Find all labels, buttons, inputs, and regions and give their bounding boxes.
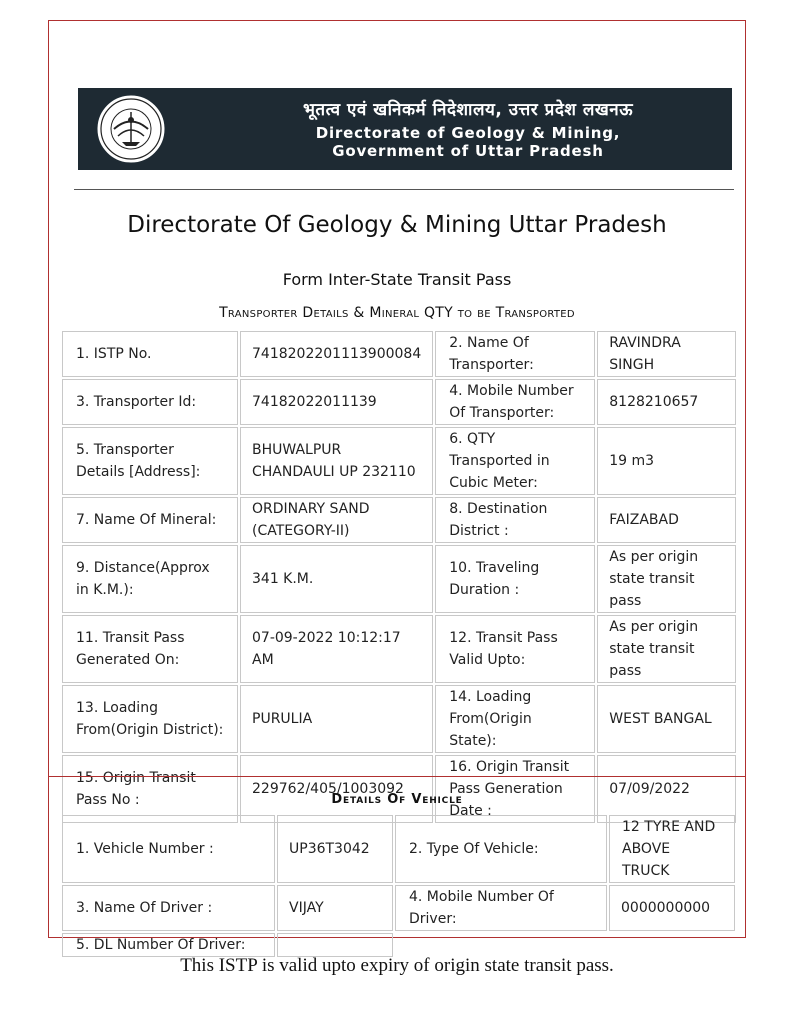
transporter-section-title: Transporter Details & Mineral QTY to be Transported [219, 305, 575, 321]
section-divider [48, 776, 746, 777]
value-cell: VIJAY [277, 885, 393, 931]
label-cell: 15. Origin Transit Pass No : [62, 755, 238, 823]
empty-cell [395, 933, 607, 957]
label-cell: 8. Destination District : [435, 497, 595, 543]
value-cell [277, 933, 393, 957]
value-cell: 0000000000 [609, 885, 735, 931]
banner-hindi-title: भूतत्व एवं खनिकर्म निदेशालय, उत्तर प्रदेश लखनऊ [302, 100, 634, 120]
label-cell: 16. Origin Transit Pass Generation Date : [435, 755, 595, 823]
table-row [62, 615, 736, 683]
value-cell: RAVINDRA SINGH [597, 331, 736, 377]
table-row [62, 545, 736, 613]
transporter-details-table [60, 329, 738, 825]
value-cell: 74182022011139 [240, 379, 433, 425]
label-cell: 4. Mobile Number Of Transporter: [435, 379, 595, 425]
label-cell: 9. Distance(Approx in K.M.): [62, 545, 238, 613]
label-cell: 5. DL Number Of Driver: [62, 933, 275, 957]
table-row [62, 885, 735, 931]
value-cell: 12 TYRE AND ABOVE TRUCK [609, 815, 735, 883]
value-cell: FAIZABAD [597, 497, 736, 543]
empty-cell [609, 933, 735, 957]
table-row [62, 379, 736, 425]
table-row [62, 497, 736, 543]
value-cell: 19 m3 [597, 427, 736, 495]
value-cell: 8128210657 [597, 379, 736, 425]
label-cell: 3. Transporter Id: [62, 379, 238, 425]
value-cell: 7418202201113900084 [240, 331, 433, 377]
table-row [62, 331, 736, 377]
table-row [62, 427, 736, 495]
label-cell: 12. Transit Pass Valid Upto: [435, 615, 595, 683]
value-cell: PURULIA [240, 685, 433, 753]
value-cell: As per origin state transit pass [597, 615, 736, 683]
banner-english-line1: Directorate of Geology & Mining, [315, 124, 621, 142]
label-cell: 6. QTY Transported in Cubic Meter: [435, 427, 595, 495]
value-cell: 07/09/2022 [597, 755, 736, 823]
footer-note: This ISTP is valid upto expiry of origin state transit pass. [180, 955, 614, 976]
value-cell: UP36T3042 [277, 815, 393, 883]
vehicle-details-table [60, 813, 737, 959]
label-cell: 2. Name Of Transporter: [435, 331, 595, 377]
label-cell: 7. Name Of Mineral: [62, 497, 238, 543]
table-row [62, 815, 735, 883]
state-seal-emblem [96, 94, 166, 164]
label-cell: 14. Loading From(Origin State): [435, 685, 595, 753]
value-cell: 341 K.M. [240, 545, 433, 613]
value-cell: ORDINARY SAND (CATEGORY-II) [240, 497, 433, 543]
value-cell: As per origin state transit pass [597, 545, 736, 613]
table-row [62, 685, 736, 753]
label-cell: 3. Name Of Driver : [62, 885, 275, 931]
form-title: Form Inter-State Transit Pass [282, 270, 512, 289]
label-cell: 13. Loading From(Origin District): [62, 685, 238, 753]
label-cell: 2. Type Of Vehicle: [395, 815, 607, 883]
label-cell: 10. Traveling Duration : [435, 545, 595, 613]
value-cell: BHUWALPUR CHANDAULI UP 232110 [240, 427, 433, 495]
value-cell: 07-09-2022 10:12:17 AM [240, 615, 433, 683]
table-row [62, 933, 735, 957]
label-cell: 4. Mobile Number Of Driver: [395, 885, 607, 931]
value-cell: WEST BANGAL [597, 685, 736, 753]
header-banner [78, 88, 732, 170]
banner-english-line2: Government of Uttar Pradesh [332, 142, 604, 160]
page-title: Directorate Of Geology & Mining Uttar Pradesh [127, 212, 667, 238]
label-cell: 1. Vehicle Number : [62, 815, 275, 883]
value-cell: 229762/405/1003092 [240, 755, 433, 823]
label-cell: 5. Transporter Details [Address]: [62, 427, 238, 495]
label-cell: 1. ISTP No. [62, 331, 238, 377]
label-cell: 11. Transit Pass Generated On: [62, 615, 238, 683]
vehicle-section-title: Details Of Vehicle [331, 792, 463, 807]
header-divider [74, 189, 734, 190]
